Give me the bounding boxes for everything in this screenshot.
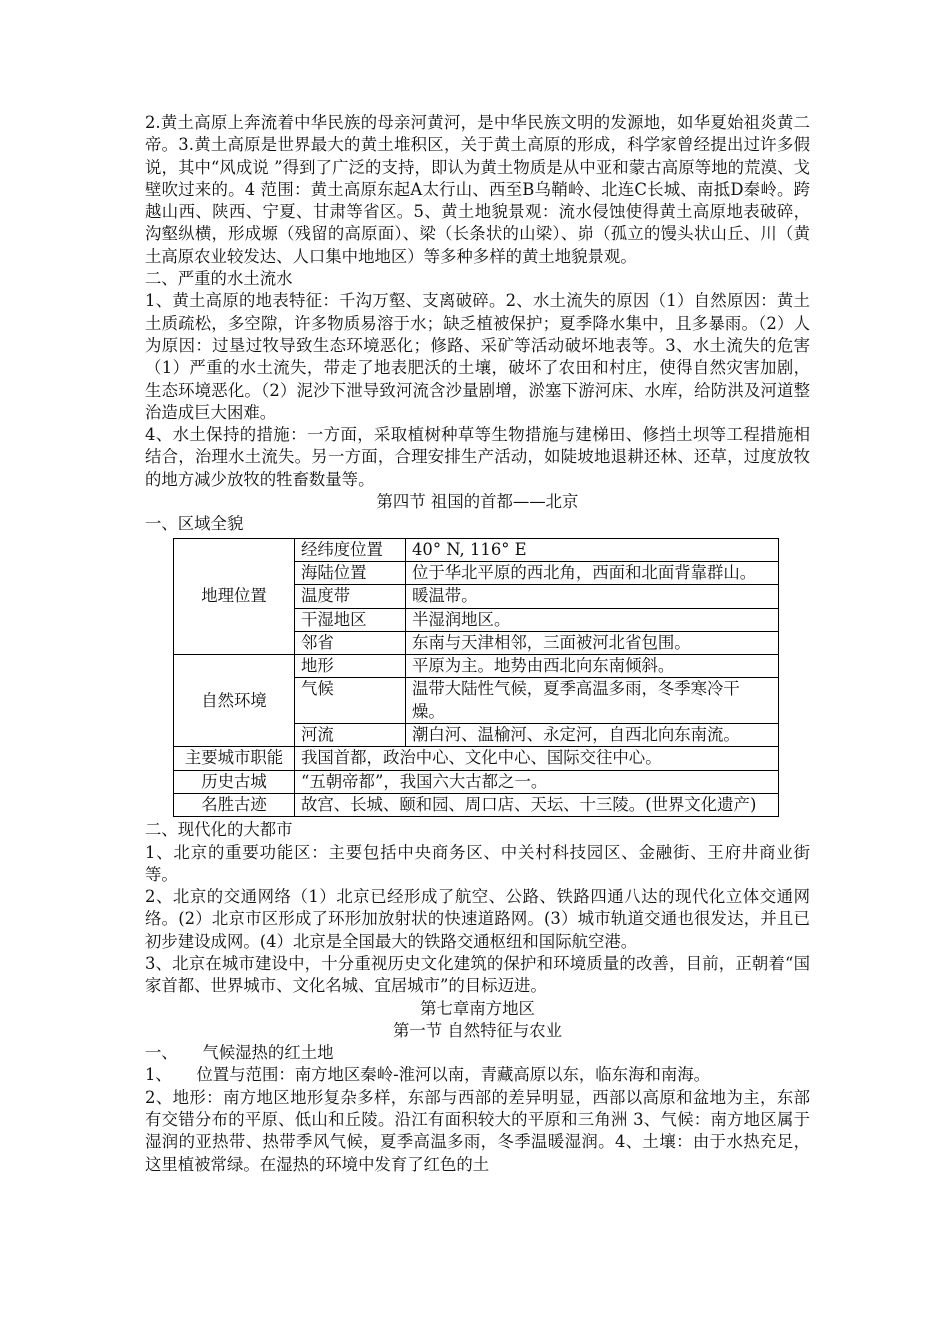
value-cell: 半湿润地区。 [406, 608, 779, 631]
table-row [174, 770, 779, 793]
paragraph-transport-network: 2、北京的交通网络（1）北京已经形成了航空、公路、铁路四通八达的现代化立体交通网络。(2）北京市区形成了环形加放射状的快速道路网。(3）城市轨道交通也很发达，并且已初步建设成网。(4）北京是全国最大的铁路交通枢纽和国际航空港。 [145, 887, 810, 951]
heading-red-soil: 一、 气候湿热的红土地 [145, 1043, 334, 1063]
section-title-beijing: 第四节 祖国的首都——北京 [376, 492, 579, 512]
category-cell: 历史古城 [174, 770, 295, 793]
table-row [174, 793, 779, 816]
paragraph-city-development: 3、北京在城市建设中，十分重视历史文化建筑的保护和环境质量的改善，目前，正朝着“国家首都、世界城市、文化名城、宜居城市”的目标迈进。 [145, 953, 810, 996]
table-row [174, 747, 779, 770]
document-content [145, 112, 810, 1176]
attribute-cell: 邻省 [295, 631, 406, 654]
value-cell: 暖温带。 [406, 585, 779, 608]
value-cell: 故宫、长城、颐和园、周口店、天坛、十三陵。(世界文化遗产) [295, 793, 779, 816]
heading-soil-erosion: 二、严重的水土流水 [145, 269, 293, 289]
value-cell: 东南与天津相邻，三面被河北省包围。 [406, 631, 779, 654]
chapter-section-title: 第一节 自然特征与农业 [392, 1020, 563, 1040]
attribute-cell: 气候 [295, 678, 406, 724]
category-cell: 名胜古迹 [174, 793, 295, 816]
attribute-cell: 经纬度位置 [295, 538, 406, 561]
value-cell: 平原为主。地势由西北向东南倾斜。 [406, 655, 779, 678]
value-cell: 40° N, 116° E [406, 538, 779, 561]
attribute-cell: 地形 [295, 655, 406, 678]
attribute-cell: 温度带 [295, 585, 406, 608]
value-cell: “五朝帝都”，我国六大古都之一。 [295, 770, 779, 793]
paragraph-location-range: 1、 位置与范围：南方地区秦岭-淮河以南，青藏高原以东，临东海和南海。 [145, 1065, 711, 1085]
paragraph-erosion-causes: 1、黄土高原的地表特征：千沟万壑、支离破碎。2、水土流失的原因（1）自然原因：黄土土质疏松，多空隙，许多物质易溶于水；缺乏植被保护；夏季降水集中，且多暴雨。（2）人为原因：过垦过牧导致生态环境恶化；修路、采矿等活动破坏地表等。3、水土流失的危害（1）严重的水土流失，带走了地表肥沃的土壤，破坏了农田和村庄，使得自然灾害加剧，生态环境恶化。（2）泥沙下泄导致河流含沙量剧增，淤塞下游河床、水库，给防洪及河道整治造成巨大困难。 [145, 291, 810, 422]
value-cell: 温带大陆性气候，夏季高温多雨，冬季寒冷干燥。 [406, 678, 779, 724]
beijing-info-table [173, 538, 779, 818]
category-cell: 自然环境 [174, 655, 295, 747]
attribute-cell: 干湿地区 [295, 608, 406, 631]
heading-modern-metropolis: 二、现代化的大都市 [145, 820, 293, 840]
attribute-cell: 河流 [295, 724, 406, 747]
value-cell: 位于华北平原的西北角，西面和北面背靠群山。 [406, 561, 779, 584]
paragraph-terrain-climate: 2、地形：南方地区地形复杂多样，东部与西部的差异明显，西部以高原和盆地为主，东部有交错分布的平原、低山和丘陵。沿江有面积较大的平原和三角洲 3、气候：南方地区属于湿润的亚热带、热带季风气候，夏季高温多雨，冬季温暖湿润。4、土壤：由于水热充足，这里植被常绿。在湿热的环境中发育了红色的土 [145, 1087, 810, 1174]
heading-region-overview: 一、区域全貌 [145, 514, 244, 534]
value-cell: 潮白河、温榆河、永定河，自西北向东南流。 [406, 724, 779, 747]
attribute-cell: 海陆位置 [295, 561, 406, 584]
paragraph-loess-origin: 2.黄土高原上奔流着中华民族的母亲河黄河，是中华民族文明的发源地，如华夏始祖炎黄二帝。3.黄土高原是世界最大的黄土堆积区，关于黄土高原的形成，科学家曾经提出过许多假说，其中“风成说 ”得到了广泛的支持，即认为黄土物质是从中亚和蒙古高原等地的荒漠、戈壁吹过来的。4 范围：黄土高原东起A太行山、西至B乌鞘岭、北连C长城、南抵D秦岭。跨越山西、陕西、宁夏、甘肃等省区。5、黄土地貌景观：流水侵蚀使得黄土高原地表破碎，沟壑纵横，形成塬（残留的高原面）、梁（长条状的山梁）、峁（孤立的馒头状山丘、川（黄土高原农业较发达、人口集中地地区）等多种多样的黄土地貌景观。 [145, 113, 810, 266]
paragraph-functional-zones: 1、北京的重要功能区：主要包括中央商务区、中关村科技园区、金融街、王府井商业街等。 [145, 842, 810, 884]
category-cell: 地理位置 [174, 538, 295, 654]
paragraph-conservation: 4、水土保持的措施：一方面，采取植树种草等生物措施与建梯田、修挡土坝等工程措施相结合，治理水土流失。另一方面，合理安排生产活动，如陡坡地退耕还林、还草，过度放牧的地方减少放牧的牲畜数量等。 [145, 425, 810, 489]
table-row [174, 655, 779, 678]
value-cell: 我国首都，政治中心、文化中心、国际交往中心。 [295, 747, 779, 770]
category-cell: 主要城市职能 [174, 747, 295, 770]
table-row [174, 538, 779, 561]
chapter-title: 第七章南方地区 [420, 998, 535, 1018]
